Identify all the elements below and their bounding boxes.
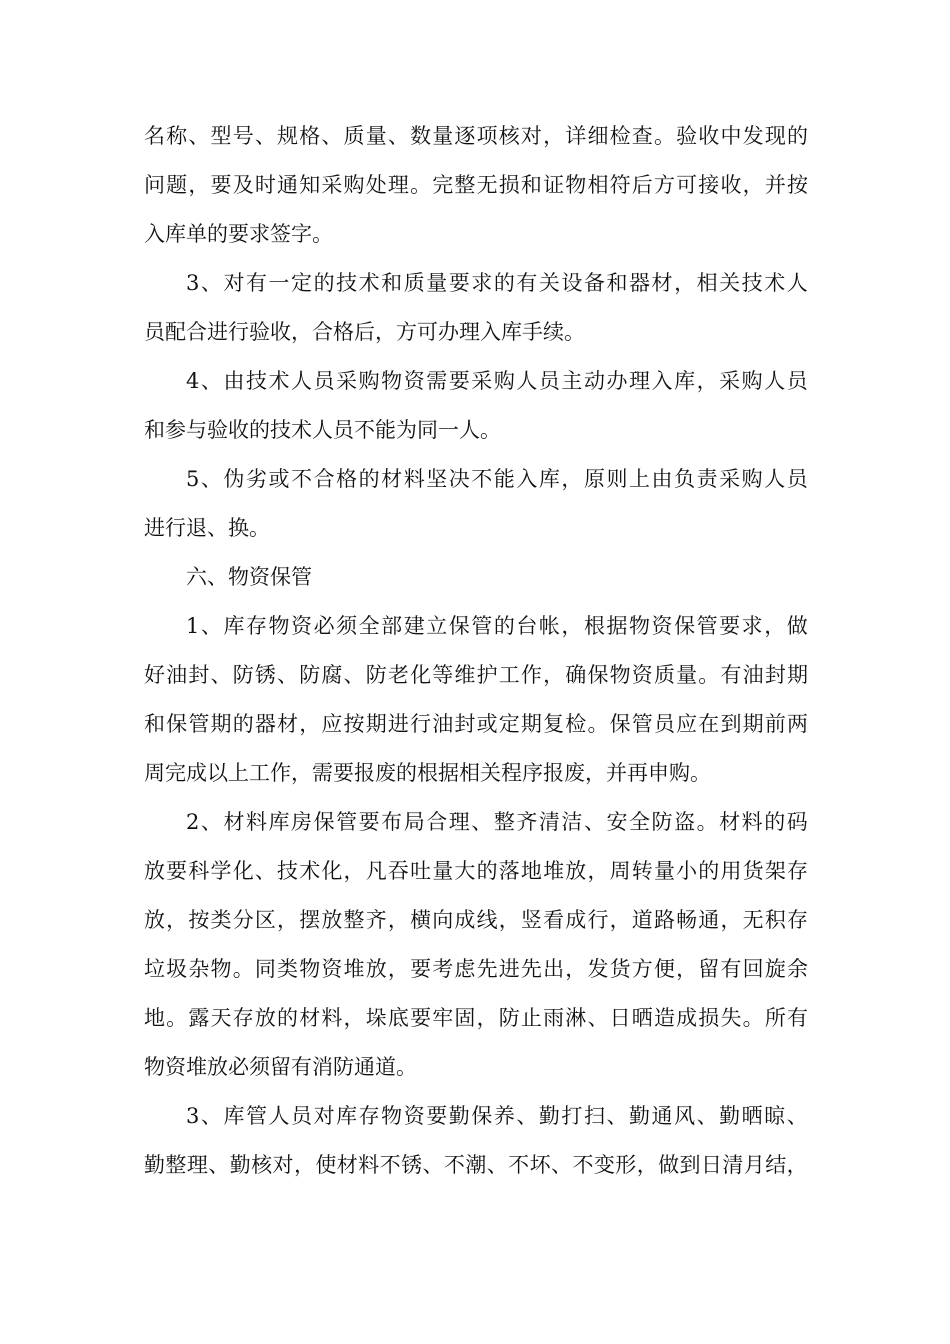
text-line: 1 、 库 存 物 资 必 须 全 部 建 立 保 管 的 台 帐 ， 根 据 物 资 保 管 要 求 ， 做 [186, 614, 808, 638]
text-line: 进行退、换。 [144, 516, 270, 540]
text-line: 放 ， 按 类 分 区 ， 摆 放 整 齐 ， 横 向 成 线 ， 竖 看 成 行 ， 道 路 畅 通 ， 无 积 存 [144, 908, 808, 932]
text-line: 2 、 材 料 库 房 保 管 要 布 局 合 理 、 整 齐 清 洁 、 安 全 防 盗 。 材 料 的 码 [186, 810, 808, 834]
text-line: 好 油 封 、 防 锈 、 防 腐 、 防 老 化 等 维 护 工 作 ， 确 保 物 资 质 量 。 有 油 封 期 [144, 663, 808, 687]
section-heading: 六、物资保管 [186, 565, 312, 589]
text-line: 地 。 露 天 存 放 的 材 料 ， 垛 底 要 牢 固 ， 防 止 雨 淋 、 日 晒 造 成 损 失 。 所 有 [144, 1006, 808, 1030]
text-line: 和参与验收的技术人员不能为同一人。 [144, 418, 501, 442]
text-line: 员配合进行验收，合格后，方可办理入库手续。 [144, 320, 585, 344]
text-line: 3 、 对 有 一 定 的 技 术 和 质 量 要 求 的 有 关 设 备 和 器 材 ， 相 关 技 术 人 [186, 271, 808, 295]
text-line: 放 要 科 学 化 、 技 术 化 ， 凡 吞 吐 量 大 的 落 地 堆 放 ， 周 转 量 小 的 用 货 架 存 [144, 859, 808, 883]
text-line: 物资堆放必须留有消防通道。 [144, 1055, 417, 1079]
text-line: 3 、 库 管 人 员 对 库 存 物 资 要 勤 保 养 、 勤 打 扫 、 勤 通 风 、 勤 晒 晾 、 [186, 1104, 808, 1128]
text-line: 入库单的要求签字。 [144, 222, 333, 246]
text-line: 垃 圾 杂 物 。 同 类 物 资 堆 放 ， 要 考 虑 先 进 先 出 ， 发 货 方 便 ， 留 有 回 旋 余 [144, 957, 808, 981]
text-line: 勤 整 理 、 勤 核 对 ， 使 材 料 不 锈 、 不 潮 、 不 坏 、 不 变 形 ， 做 到 日 清 月 结 ， [144, 1153, 808, 1177]
text-line: 和 保 管 期 的 器 材 ， 应 按 期 进 行 油 封 或 定 期 复 检 。 保 管 员 应 在 到 期 前 两 [144, 712, 808, 736]
text-line: 周完成以上工作，需要报废的根据相关程序报废，并再申购。 [144, 761, 711, 785]
text-line: 4 、 由 技 术 人 员 采 购 物 资 需 要 采 购 人 员 主 动 办 理 入 库 ， 采 购 人 员 [186, 369, 808, 393]
text-line: 名 称 、 型 号 、 规 格 、 质 量 、 数 量 逐 项 核 对 ， 详 细 检 查 。 验 收 中 发 现 的 [144, 124, 808, 148]
text-line: 问 题 ， 要 及 时 通 知 采 购 处 理 。 完 整 无 损 和 证 物 相 符 后 方 可 接 收 ， 并 按 [144, 173, 808, 197]
text-line: 5 、 伪 劣 或 不 合 格 的 材 料 坚 决 不 能 入 库 ， 原 则 上 由 负 责 采 购 人 员 [186, 467, 808, 491]
document-body [144, 112, 808, 1190]
